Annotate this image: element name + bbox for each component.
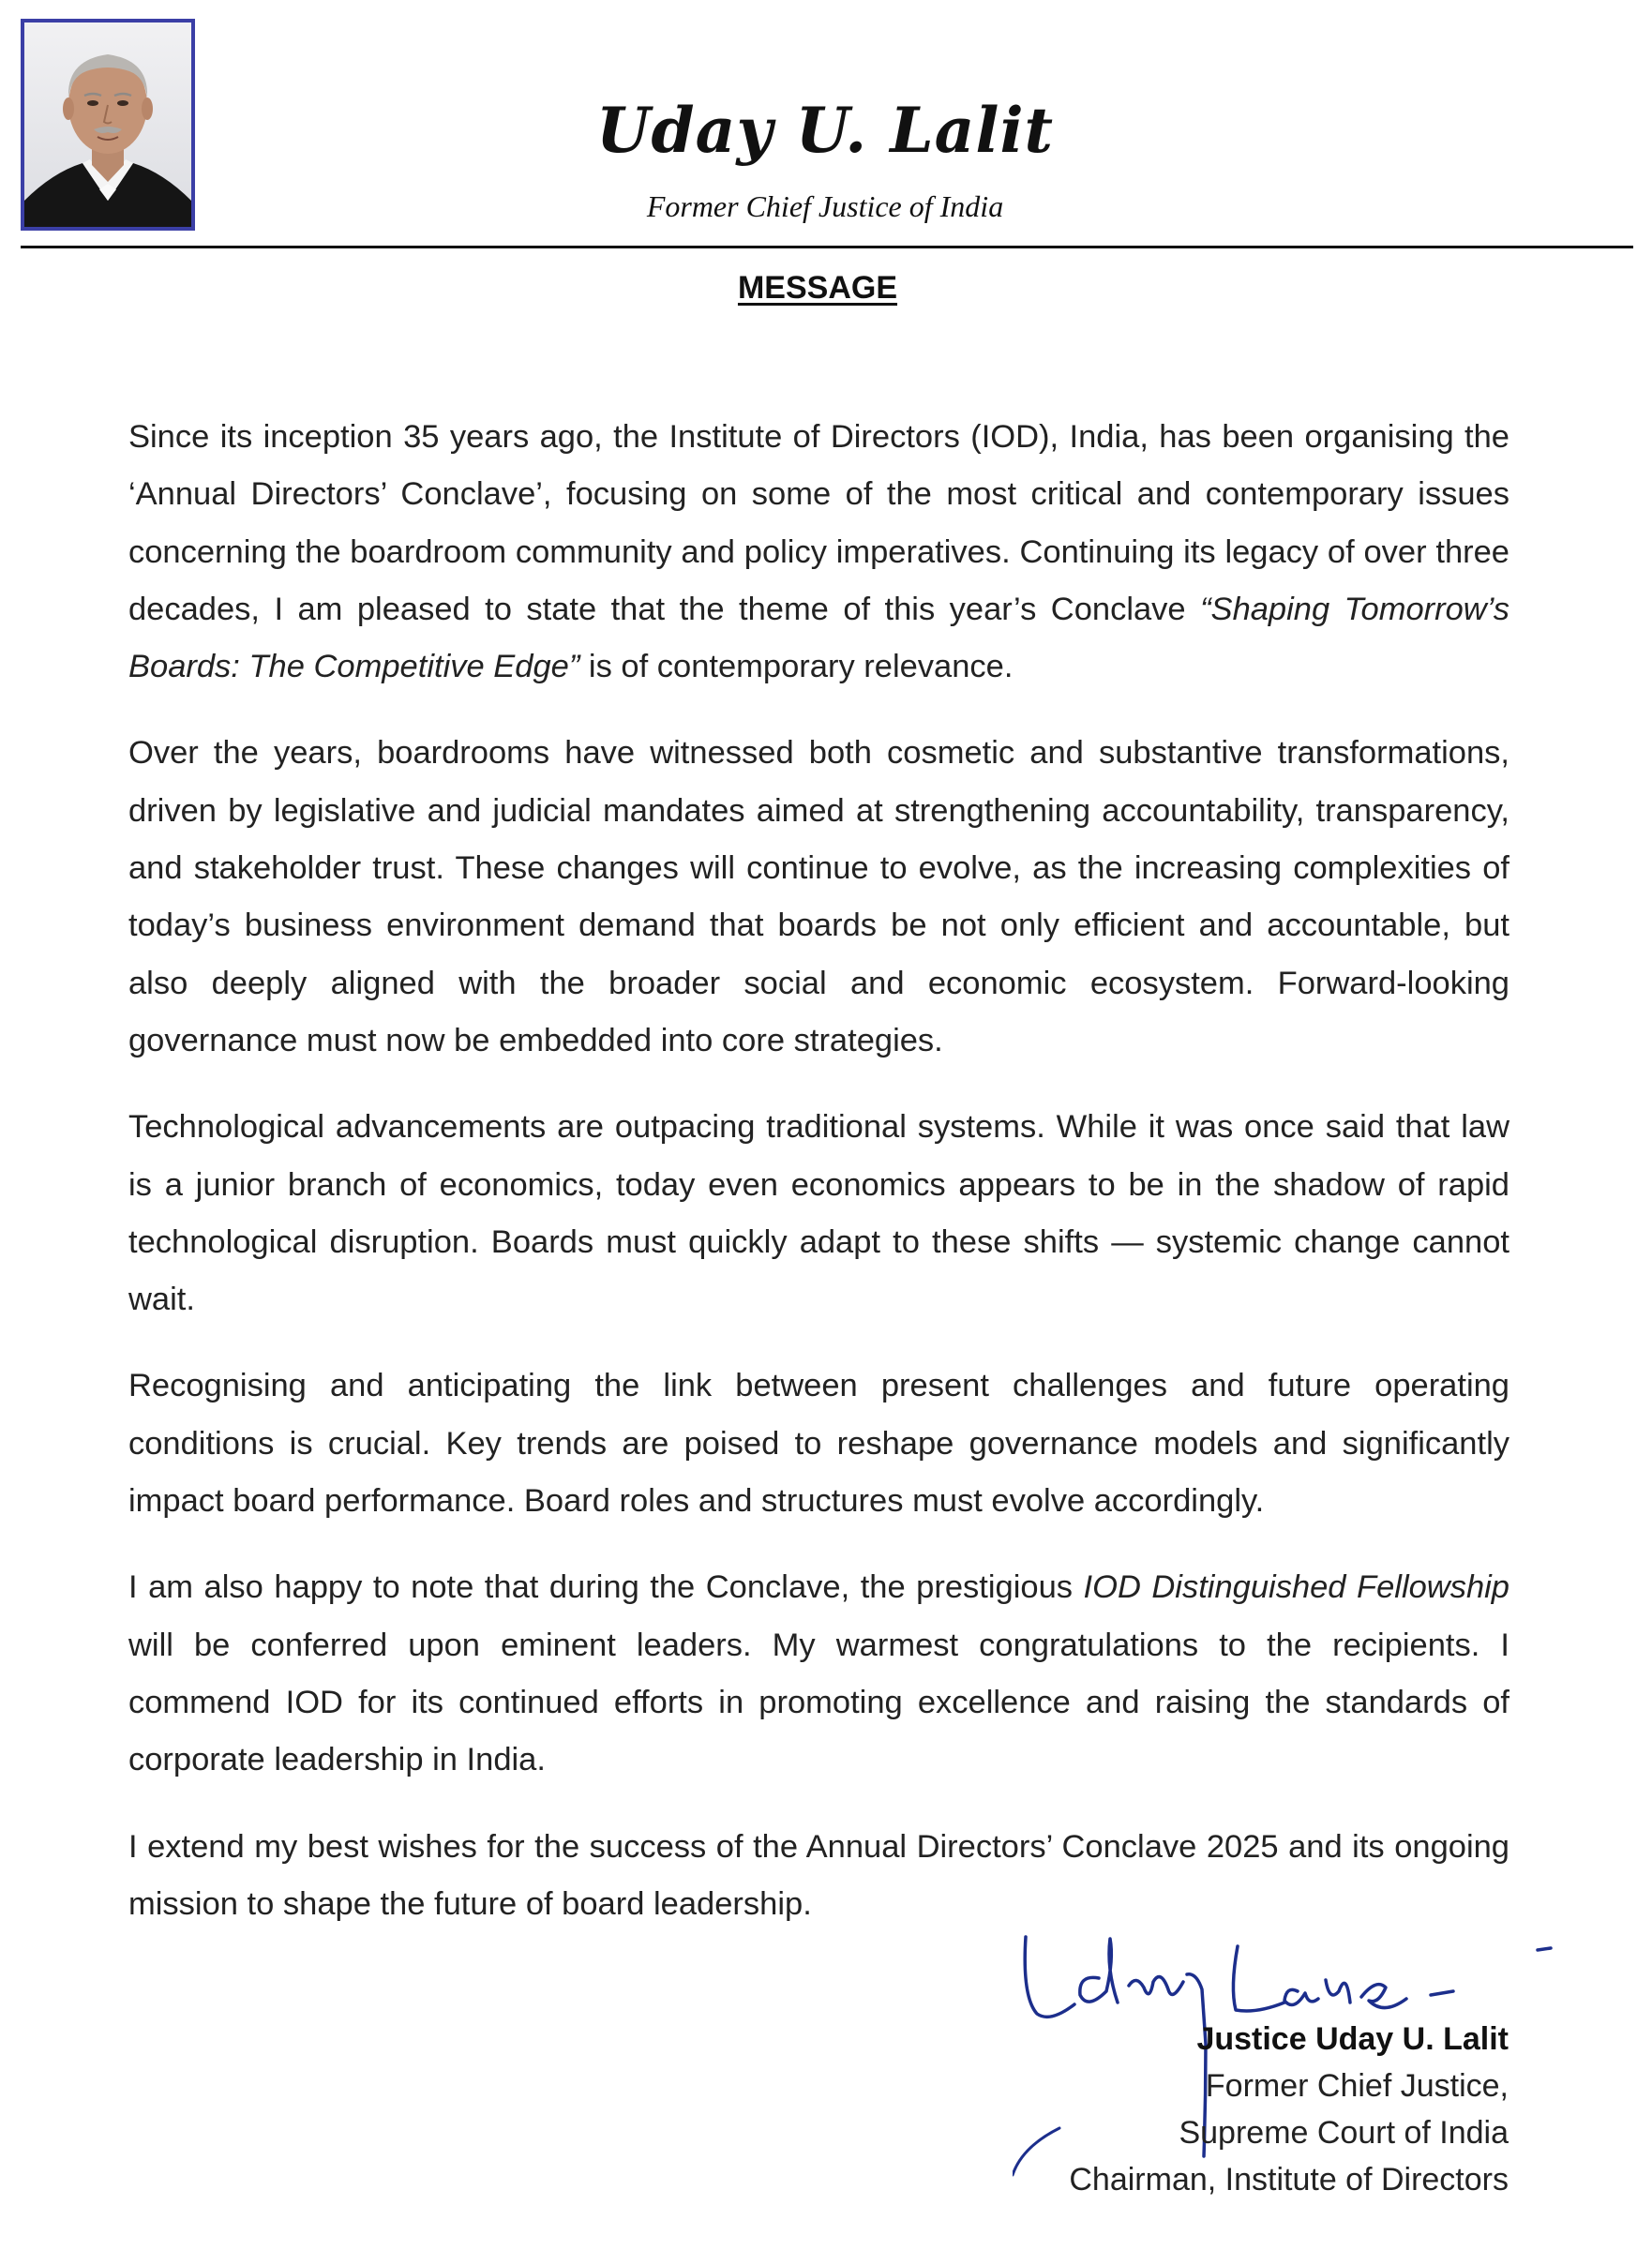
paragraph-6: I extend my best wishes for the success of the Annual Directors’ Conclave 2025 and its ongoing mission to shape the future of board leadership. bbox=[128, 1828, 1509, 1922]
paragraph-1: Since its inception 35 years ago, the Institute of Directors (IOD), India, has been organising the ‘Annual Directors’ Conclave’, focusing on some of the most critical and contemporary issues concerning the boardroom community and policy imperatives. Continuing its legacy of over three decades, I am pleased to state that the theme of this year’s Conclave “Shaping Tomorrow’s Boards: The Competitive Edge” is of contemporary relevance. bbox=[128, 419, 1509, 685]
signatory-title-2: Supreme Court of India bbox=[1179, 2115, 1509, 2151]
signatory-title-3: Chairman, Institute of Directors bbox=[1069, 2162, 1509, 2198]
message-heading: MESSAGE bbox=[737, 270, 898, 306]
paragraph-2: Over the years, boardrooms have witnessed both cosmetic and substantive transformations, driven by legislative and judicial mandates aimed at strengthening accountability, transparency, and stakeholder trust. These changes will continue to evolve, as the increasing complexities of today’s business environment demand that boards be not only efficient and accountable, but also deeply aligned with the broader social and economic ecosystem. Forward-looking governance must now be embedded into core strategies. bbox=[128, 735, 1509, 1058]
letterhead-name: Uday U. Lalit bbox=[595, 94, 1055, 167]
signatory-title-1: Former Chief Justice, bbox=[1205, 2068, 1509, 2104]
letterhead-subtitle: Former Chief Justice of India bbox=[646, 189, 1004, 223]
portrait-photo bbox=[21, 19, 195, 231]
signatory-name: Justice Uday U. Lalit bbox=[1196, 2021, 1509, 2057]
paragraph-5: I am also happy to note that during the Conclave, the prestigious IOD Distinguished Fellowship will be conferred upon eminent leaders. My warmest congratulations to the recipients. I commend IOD for its continued efforts in promoting excellence and raising the standards of corporate leadership in India. bbox=[128, 1569, 1509, 1778]
paragraph-4: Recognising and anticipating the link between present challenges and future operating conditions is crucial. Key trends are poised to reshape governance models and significantly impact board performance. Board roles and structures must evolve accordingly. bbox=[128, 1368, 1509, 1520]
message-body bbox=[128, 409, 1509, 1962]
portrait-image bbox=[24, 22, 191, 227]
paragraph-3: Technological advancements are outpacing traditional systems. While it was once said that law is a junior branch of economics, today even economics appears to be in the shadow of rapid technological disruption. Boards must quickly adapt to these shifts — systemic change cannot wait. bbox=[128, 1109, 1509, 1318]
header-divider bbox=[21, 246, 1633, 248]
signature-block bbox=[1069, 2016, 1509, 2203]
